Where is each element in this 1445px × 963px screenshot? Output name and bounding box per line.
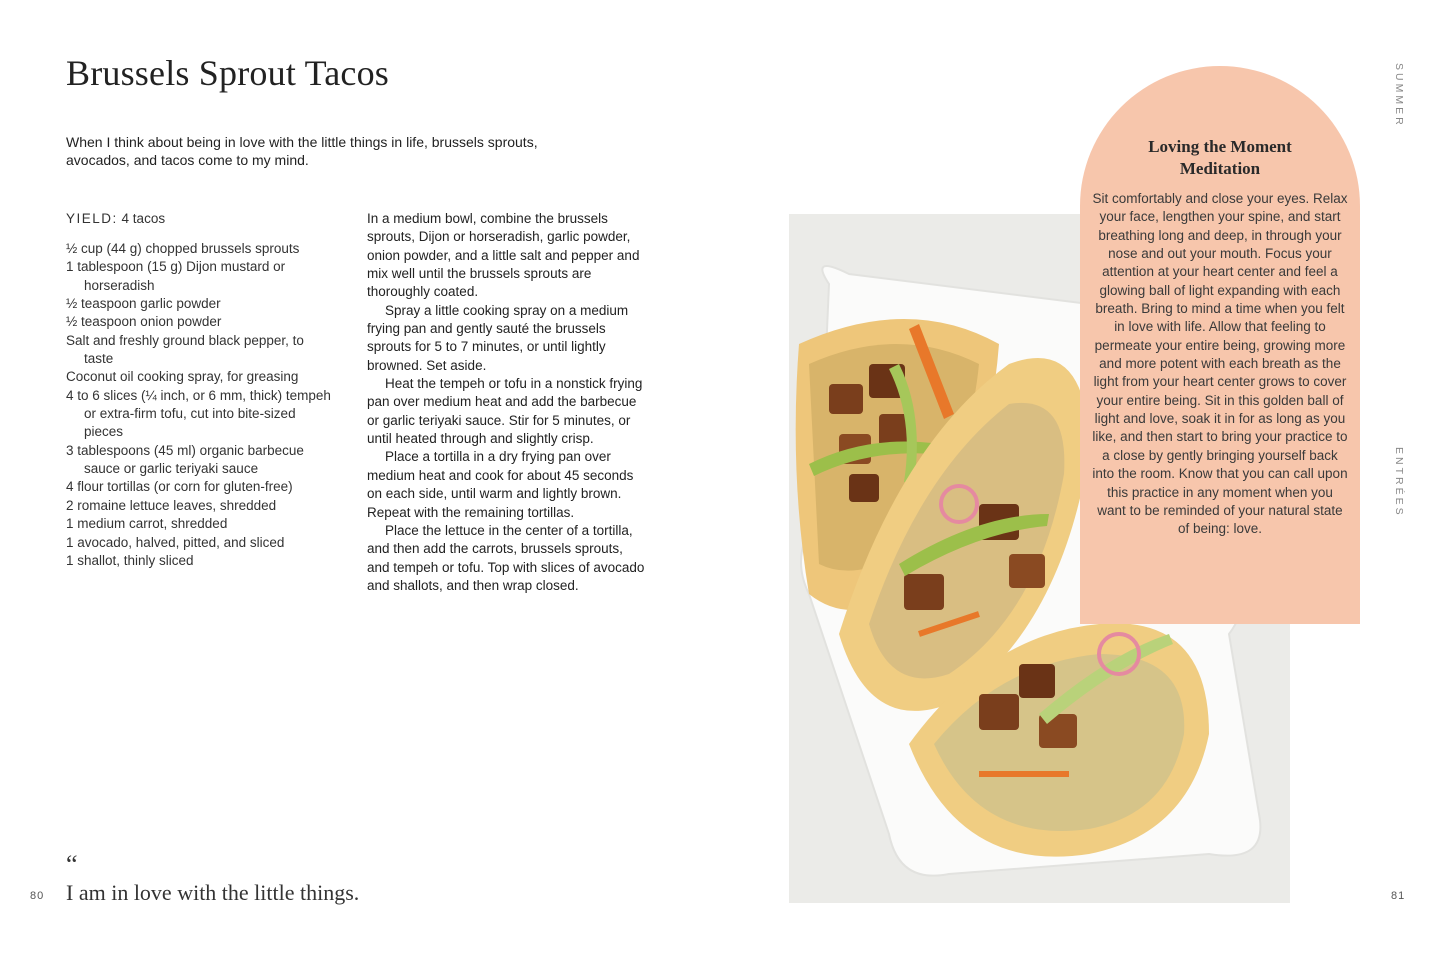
recipe-intro: When I think about being in love with the little things in life, brussels sprouts, avocados, and tacos come to my mind. bbox=[66, 134, 538, 169]
ingredient-item: 2 romaine lettuce leaves, shredded bbox=[66, 497, 277, 513]
recipe-title: Brussels Sprout Tacos bbox=[66, 53, 390, 93]
ingredients-list bbox=[66, 240, 336, 570]
page-number-right: 81 bbox=[1391, 890, 1406, 902]
instructions bbox=[367, 210, 647, 595]
ingredient-item: 1 tablespoon (15 g) Dijon mustard or horseradish bbox=[66, 259, 286, 293]
instruction-step: In a medium bowl, combine the brussels sprouts, Dijon or horseradish, garlic powder, onion powder, and a little salt and pepper and mix well until the brussels sprouts are thoroughly coated. bbox=[367, 211, 640, 300]
ingredient-item: ½ cup (44 g) chopped brussels sprouts bbox=[66, 241, 300, 256]
section-tab-entrees: ENTRÉES bbox=[1393, 447, 1405, 518]
instruction-step: Place the lettuce in the center of a tortilla, and then add the carrots, brussels sprouts, and tempeh or tofu. Top with slices of avocado and shallots, and then wrap closed. bbox=[367, 522, 645, 593]
ingredient-item: 1 medium carrot, shredded bbox=[66, 516, 228, 532]
meditation-title: Loving the Moment Meditation bbox=[1148, 137, 1292, 178]
yield-value: 4 tacos bbox=[121, 211, 166, 226]
section-tab-summer: SUMMER bbox=[1393, 63, 1405, 128]
ingredient-item: 1 shallot, thinly sliced bbox=[66, 552, 194, 568]
quote-mark: “ bbox=[66, 850, 78, 879]
page-number-left: 80 bbox=[30, 890, 45, 902]
ingredient-item: ½ teaspoon garlic powder bbox=[66, 296, 221, 312]
instruction-step: Heat the tempeh or tofu in a nonstick frying pan over medium heat and add the barbecue or garlic teriyaki sauce. Stir for 5 minutes, or until heated through and slightly crisp. bbox=[367, 376, 643, 447]
ingredient-item: 4 flour tortillas (or corn for gluten-free) bbox=[66, 479, 293, 495]
meditation-panel bbox=[1080, 66, 1360, 624]
ingredient-item: ½ teaspoon onion powder bbox=[66, 314, 222, 330]
ingredient-item: Salt and freshly ground black pepper, to taste bbox=[66, 332, 304, 367]
ingredient-item: 3 tablespoons (45 ml) organic barbecue sauce or garlic teriyaki sauce bbox=[66, 442, 304, 477]
ingredient-item: 1 avocado, halved, pitted, and sliced bbox=[66, 534, 285, 550]
ingredient-item: Coconut oil cooking spray, for greasing bbox=[66, 369, 299, 385]
meditation-body: Sit comfortably and close your eyes. Relax your face, lengthen your spine, and start breathing long and deep, in through your nose and out your mouth. Focus your attention at your heart center and feel a glowing ball of light expanding with each breath. Bring to mind a time when you felt in love with life. Allow that feeling to permeate your entire being, growing more and more potent with each breath as the light from your heart center grows to cover your entire being. Sit in this golden ball of light and love, soak it in for as long as you like, and then start to bring your practice to a close by gently bringing yourself back into the room. Know that you can call upon this practice in any moment when you want to be reminded of your natural state of being: love. bbox=[1092, 191, 1348, 537]
yield-label: YIELD: bbox=[66, 211, 118, 226]
pull-quote: I am in love with the little things. bbox=[66, 880, 360, 905]
instruction-step: Spray a little cooking spray on a medium frying pan and gently sauté the brussels sprouts for 5 to 7 minutes, or until lightly browned. Set aside. bbox=[367, 302, 629, 373]
instruction-step: Place a tortilla in a dry frying pan over medium heat and cook for about 45 seconds on each side, until warm and lightly brown. Repeat with the remaining tortillas. bbox=[367, 449, 634, 520]
ingredient-item: 4 to 6 slices (¼ inch, or 6 mm, thick) tempeh or extra-firm tofu, cut into bite-sized pieces bbox=[66, 387, 331, 440]
yield bbox=[66, 210, 165, 228]
